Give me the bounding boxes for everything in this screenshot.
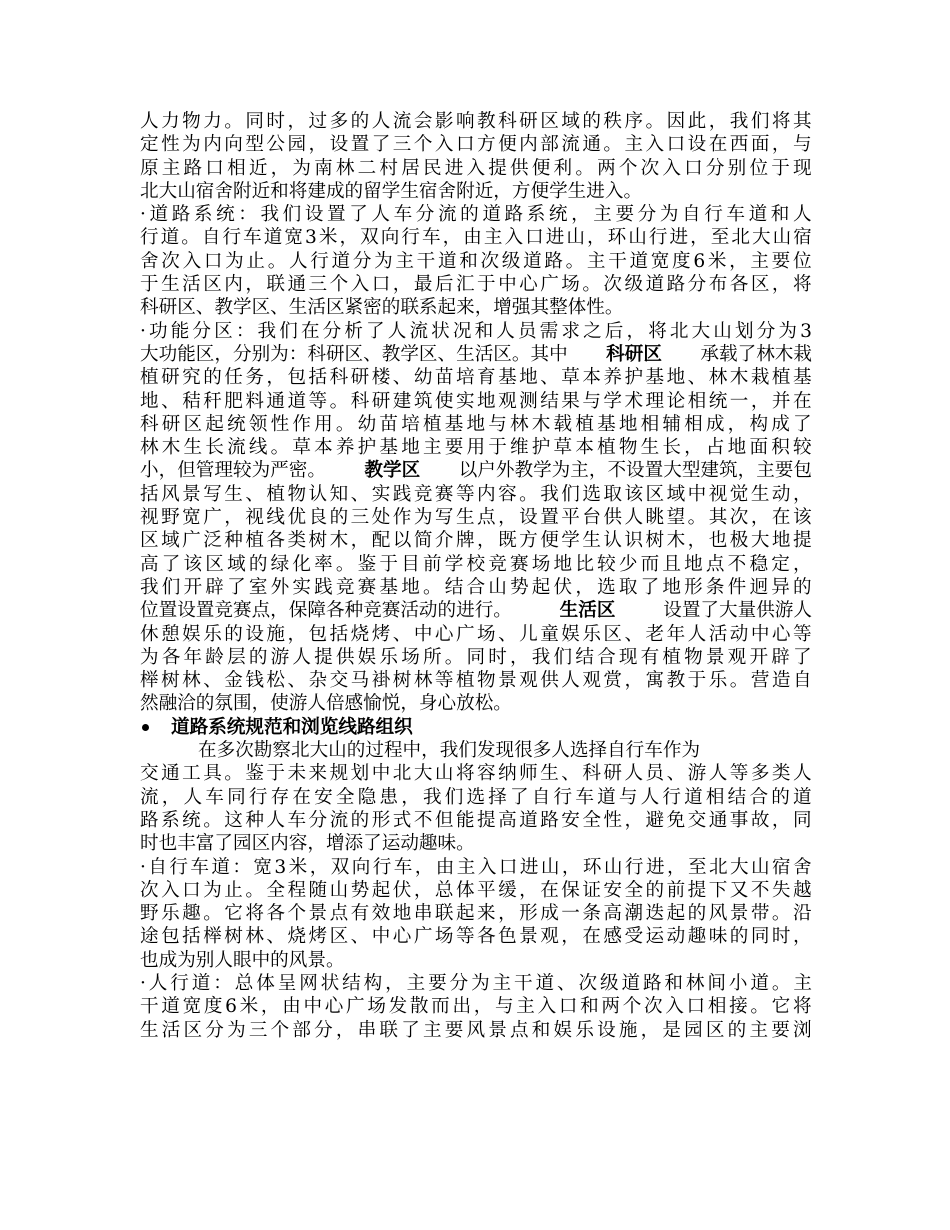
bold-term-research: 科研区 bbox=[606, 343, 662, 365]
text-line: 我 们 开 辟 了 室 外 实 践 竞 赛 基 地 。 结 合 山 势 起 伏 ， 选 取 了 地 形 条 件 迥 异 的 bbox=[140, 576, 812, 598]
text-line: 时也丰富了园区内容，增添了运动趣味。 bbox=[140, 833, 475, 855]
text-line: 原 主 路 口 相 近 ， 为 南 林 二 村 居 民 进 入 提 供 便 利 。 两 个 次 入 口 分 别 位 于 现 bbox=[140, 157, 812, 179]
text-line: 在多次勘察北大山的过程中，我们发现很多人选择自行车作为 bbox=[198, 740, 701, 762]
text-segment: 设置了大量供游人 bbox=[663, 600, 812, 622]
bold-term-living: 生活区 bbox=[559, 600, 616, 622]
text-line: 次 入 口 为 止 。 全 程 随 山 势 起 伏 ， 总 体 平 缓 ， 在 保 证 安 全 的 前 提 下 又 不 失 越 bbox=[140, 879, 812, 901]
text-line: 榉 树 林 、 金 钱 松 、 杂 交 马 褂 树 林 等 植 物 景 观 供 人 观 赏 ， 寓 教 于 乐 。 营 造 自 bbox=[140, 670, 812, 692]
document-body bbox=[140, 110, 812, 1042]
bold-term-teaching: 教学区 bbox=[364, 460, 421, 482]
text-line: 高 了 该 区 域 的 绿 化 率 。 鉴 于 目 前 学 校 竞 赛 场 地 比 较 少 而 且 地 点 不 稳 定 ， bbox=[140, 553, 812, 575]
text-line: 人 力 物 力 。 同 时 ， 过 多 的 人 流 会 影 响 教 科 研 区 域 的 秩 序 。 因 此 ， 我 们 将 其 bbox=[140, 111, 812, 132]
text-line: 然融洽的氛围，使游人倍感愉悦，身心放松。 bbox=[140, 693, 512, 715]
text-line: 舍 次 入 口 为 止 。 人 行 道 分 为 主 干 道 和 次 级 道 路 。 主 干 道 宽 度 6 米 ， 主 要 位 bbox=[140, 250, 812, 272]
text-line: 生 活 区 分 为 三 个 部 分 ， 串 联 了 主 要 风 景 点 和 娱 乐 设 施 ， 是 园 区 的 主 要 浏 bbox=[140, 1019, 812, 1041]
text-line: 视 野 宽 广 ， 视 线 优 良 的 三 处 作 为 写 生 点 ， 设 置 平 台 供 人 眺 望 。 其 次 ， 在 该 bbox=[140, 507, 812, 529]
text-line-mixed bbox=[140, 459, 812, 482]
text-segment: 大功能区，分别为：科研区、教学区、生活区。其中 bbox=[140, 343, 568, 365]
text-segment: 位置设置竞赛点，保障各种竞赛活动的进行。 bbox=[140, 600, 512, 622]
text-line-mixed bbox=[140, 599, 812, 622]
text-line: 交 通 工 具 。 鉴 于 未 来 规 划 中 北 大 山 将 容 纳 师 生 、 科 研 人 员 、 游 人 等 多 类 人 bbox=[140, 763, 812, 785]
text-line: 流 ， 人 车 同 行 存 在 安 全 隐 患 ， 我 们 选 择 了 自 行 车 道 与 人 行 道 相 结 合 的 道 bbox=[140, 786, 812, 808]
text-line: 科 研 区 起 统 领 性 作 用 。 幼 苗 培 植 基 地 与 林 木 载 植 基 地 相 辅 相 成 ， 构 成 了 bbox=[140, 413, 812, 435]
text-line: 野 乐 趣 。 它 将 各 个 景 点 有 效 地 串 联 起 来 ， 形 成 一 条 高 潮 迭 起 的 风 景 带 。 沿 bbox=[140, 903, 812, 925]
text-segment: 承载了林木栽 bbox=[700, 343, 812, 365]
text-line: 区 域 广 泛 种 植 各 类 树 木 ， 配 以 简 介 牌 ， 既 方 便 学 生 认 识 树 木 ， 也 极 大 地 提 bbox=[140, 530, 812, 552]
text-line: 也成为别人眼中的风景。 bbox=[140, 949, 345, 971]
text-line: · 功 能 分 区 ： 我 们 在 分 析 了 人 流 状 况 和 人 员 需 求 之 后 ， 将 北 大 山 划 分 为 3 bbox=[140, 320, 812, 342]
text-line: 林 木 生 长 流 线 。 草 本 养 护 基 地 主 要 用 于 维 护 草 本 植 物 生 长 ， 占 地 面 积 较 bbox=[140, 437, 812, 459]
text-line: 为 各 年 龄 层 的 游 人 提 供 娱 乐 场 所 。 同 时 ， 我 们 结 合 现 有 植 物 景 观 开 辟 了 bbox=[140, 646, 812, 668]
text-segment: 小，但管理较为严密。 bbox=[140, 460, 326, 482]
text-line: 途 包 括 榉 树 林 、 烧 烤 区 、 中 心 广 场 等 各 色 景 观 ， 在 感 受 运 动 趣 味 的 同 时 ， bbox=[140, 926, 812, 948]
text-line: 干 道 宽 度 6 米 ， 由 中 心 广 场 发 散 而 出 ， 与 主 入 口 和 两 个 次 入 口 相 接 。 它 将 bbox=[140, 996, 812, 1018]
text-line: 植 研 究 的 任 务 ， 包 括 科 研 楼 、 幼 苗 培 育 基 地 、 草 本 养 护 基 地 、 林 木 栽 植 基 bbox=[140, 367, 812, 389]
text-line: 地 、 秸 秆 肥 料 通 道 等 。 科 研 建 筑 使 实 地 观 测 结 果 与 学 术 理 论 相 统 一 ， 并 在 bbox=[140, 390, 812, 412]
text-line: · 道 路 系 统 ： 我 们 设 置 了 人 车 分 流 的 道 路 系 统 ， 主 要 分 为 自 行 车 道 和 人 bbox=[140, 204, 812, 226]
text-line: 路 系 统 。 这 种 人 车 分 流 的 形 式 不 但 能 提 高 道 路 安 全 性 ， 避 免 交 通 事 故 ， 同 bbox=[140, 809, 812, 831]
text-line: 科研区、教学区、生活区紧密的联系起来，增强其整体性。 bbox=[140, 297, 624, 319]
text-line: 休 憩 娱 乐 的 设 施 ， 包 括 烧 烤 、 中 心 广 场 、 儿 童 娱 乐 区 、 老 年 人 活 动 中 心 等 bbox=[140, 623, 812, 645]
text-line-mixed bbox=[140, 343, 812, 366]
text-line: 于 生 活 区 内 ， 联 通 三 个 入 口 ， 最 后 汇 于 中 心 广 场 。 次 级 道 路 分 布 各 区 ， 将 bbox=[140, 274, 812, 296]
section-heading bbox=[140, 716, 812, 739]
text-segment: 以户外教学为主，不设置大型建筑，主要包 bbox=[458, 460, 812, 482]
text-line: 定 性 为 内 向 型 公 园 ， 设 置 了 三 个 入 口 方 便 内 部 流 通 。 主 入 口 设 在 西 面 ， 与 bbox=[140, 134, 812, 156]
text-line: 北大山宿舍附近和将建成的留学生宿舍附近，方便学生进入。 bbox=[140, 180, 643, 202]
text-line: 括 风 景 写 生 、 植 物 认 知 、 实 践 竞 赛 等 内 容 。 我 们 选 取 该 区 域 中 视 觉 生 动 ， bbox=[140, 483, 812, 505]
text-line: · 自 行 车 道 ： 宽 3 米 ， 双 向 行 车 ， 由 主 入 口 进 山 ， 环 山 行 进 ， 至 北 大 山 宿 舍 bbox=[140, 856, 812, 878]
section-heading-text: 道路系统规范和浏览线路组织 bbox=[171, 716, 413, 738]
text-line: 行 道 。 自 行 车 道 宽 3 米 ， 双 向 行 车 ， 由 主 入 口 进 山 ， 环 山 行 进 ， 至 北 大 山 宿 bbox=[140, 227, 812, 249]
bullet-icon bbox=[142, 724, 149, 731]
text-line: · 人 行 道 ： 总 体 呈 网 状 结 构 ， 主 要 分 为 主 干 道 、 次 级 道 路 和 林 间 小 道 。 主 bbox=[140, 972, 812, 994]
